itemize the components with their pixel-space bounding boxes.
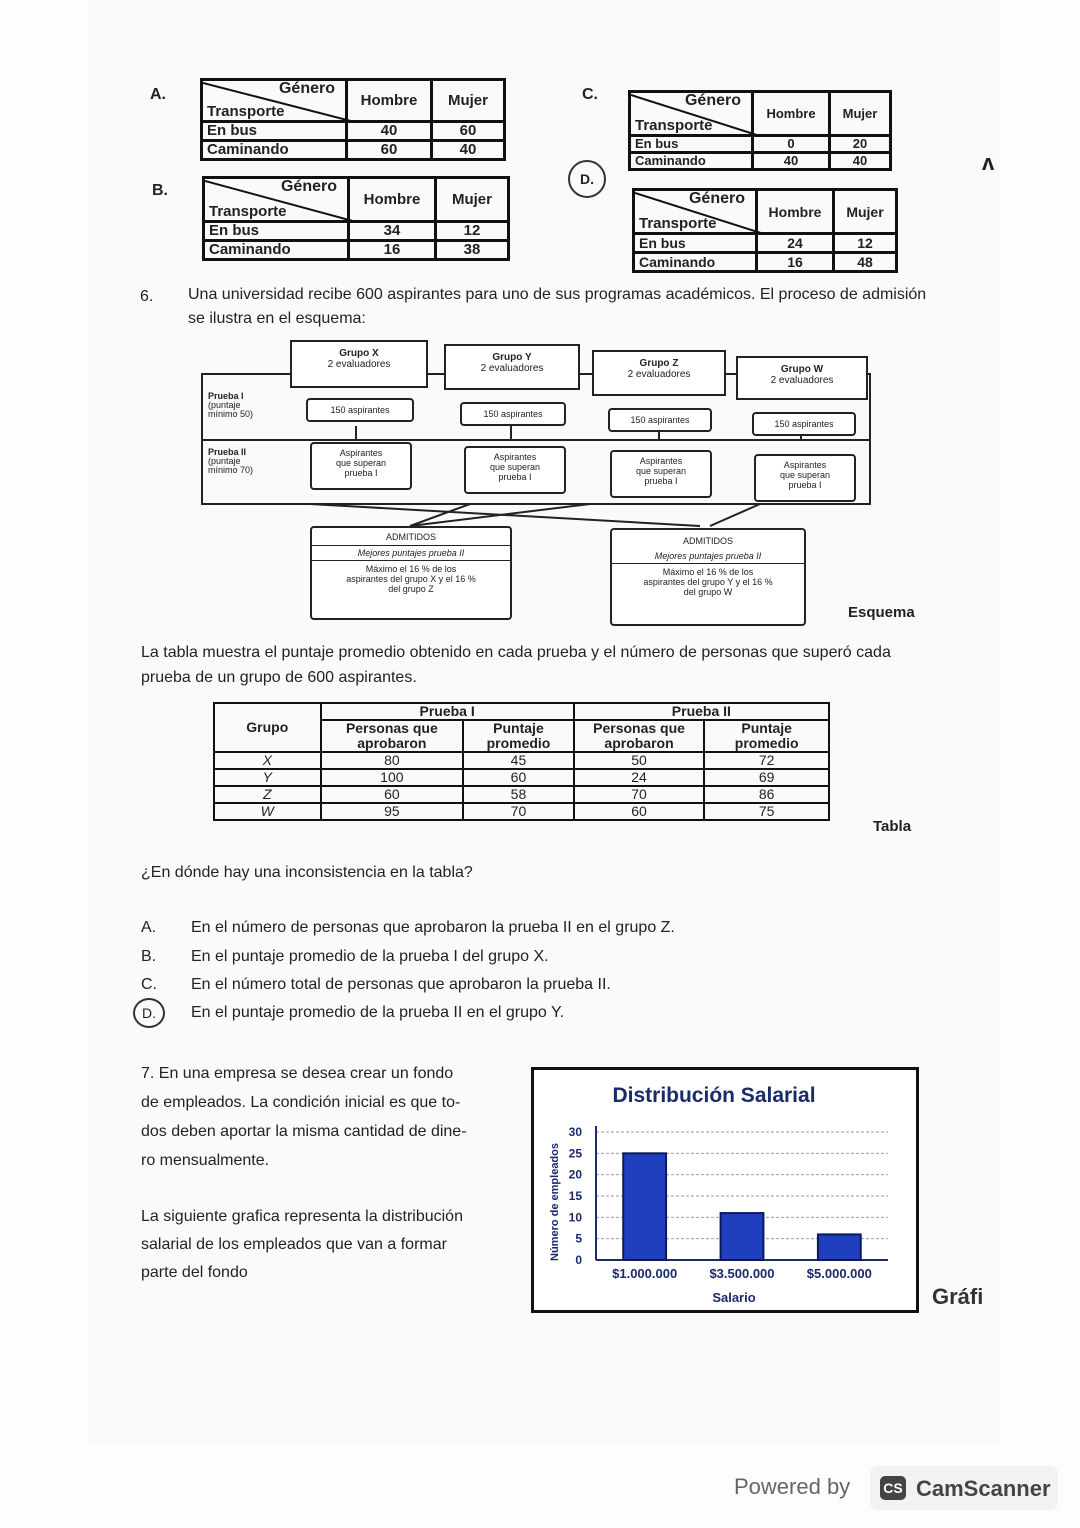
line: de empleados. La condición inicial es que to-	[141, 1094, 461, 1111]
cell: 70	[574, 786, 705, 803]
option-b-label: B.	[152, 182, 168, 199]
q6-intro: Una universidad recibe 600 aspirantes para uno de sus programas académicos. El proceso de admisión	[188, 286, 927, 303]
q6-intro-line2: se ilustra en el esquema:	[188, 310, 366, 327]
q6-number: 6.	[140, 288, 154, 305]
t: prueba I	[498, 472, 532, 482]
bar	[721, 1213, 764, 1260]
t: del grupo W	[683, 587, 733, 597]
hombre-header: Hombre	[753, 92, 830, 136]
group-evaluators: 2 evaluadores	[627, 369, 691, 380]
answer-a-text: En el número de personas que aprobaron la prueba II en el grupo Z.	[191, 919, 675, 936]
prueba-sub: (puntaje	[208, 456, 241, 466]
cell: 12	[834, 234, 897, 253]
hombre-header: Hombre	[347, 80, 432, 122]
admit-sub: Mejores puntajes prueba II	[612, 549, 804, 564]
group-x-box	[290, 340, 428, 388]
col-grupo: Grupo	[214, 703, 321, 752]
prueba2-label	[208, 448, 253, 475]
camscanner-logo-icon: CS	[880, 1476, 906, 1500]
option-a-table	[200, 78, 506, 161]
cell: 72	[704, 752, 829, 769]
chart-ylabel: Número de empleados	[549, 1143, 561, 1261]
row-label: Caminando	[630, 153, 753, 170]
cell: 0	[753, 136, 830, 153]
t: aspirantes del grupo Y y el 16 %	[643, 577, 773, 587]
cell: 50	[574, 752, 705, 769]
col-puntaje1	[463, 720, 574, 752]
answer-b-text: En el puntaje promedio de la prueba I del grupo X.	[191, 948, 549, 965]
table-row	[214, 803, 829, 820]
q6-question: ¿En dónde hay una inconsistencia en la tabla?	[141, 864, 473, 881]
aspirantes-y: 150 aspirantes	[460, 402, 566, 426]
x-tick-label: $3.500.000	[709, 1266, 775, 1281]
chart-xlabel: Salario	[712, 1290, 756, 1305]
camscanner-badge	[870, 1466, 1058, 1510]
superan-w	[754, 454, 856, 502]
option-c-table	[628, 90, 892, 171]
cell: 75	[704, 803, 829, 820]
answer-d-letter-circled: D.	[133, 998, 165, 1028]
mujer-header: Mujer	[432, 80, 505, 122]
bar	[623, 1153, 666, 1260]
genero-label: Género	[688, 190, 745, 207]
cell: 24	[574, 769, 705, 786]
prueba-sub: (puntaje	[208, 400, 241, 410]
admit-title: ADMITIDOS	[682, 536, 733, 546]
cell: 69	[704, 769, 829, 786]
chart-caption: Gráfi	[932, 1284, 984, 1309]
h: promedio	[486, 735, 551, 751]
t: prueba I	[788, 480, 822, 490]
genero-label: Género	[684, 92, 741, 109]
transporte-label: Transporte	[207, 103, 285, 120]
cell: W	[214, 803, 321, 820]
cell: 45	[463, 752, 574, 769]
genero-label: Género	[278, 80, 335, 97]
cell: 40	[753, 153, 830, 170]
aspirantes-x: 150 aspirantes	[306, 398, 414, 422]
row-label: En bus	[204, 222, 349, 241]
line: dos deben aportar la misma cantidad de dine-	[141, 1123, 467, 1140]
group-name: Grupo Z	[639, 358, 679, 369]
hombre-header: Hombre	[349, 178, 436, 222]
cell: 86	[704, 786, 829, 803]
t: aspirantes del grupo X y el 16 %	[346, 574, 476, 584]
group-evaluators: 2 evaluadores	[770, 375, 834, 386]
row-label: En bus	[634, 234, 757, 253]
salary-chart	[531, 1067, 919, 1313]
h: Puntaje	[741, 720, 792, 736]
chart-svg	[534, 1070, 916, 1310]
aspirantes-w: 150 aspirantes	[752, 412, 856, 436]
group-z-box	[592, 350, 726, 396]
bar	[818, 1234, 861, 1260]
table-intro: La tabla muestra el puntaje promedio obtenido en cada prueba y el número de personas que superó cada	[141, 644, 891, 661]
group-name: Grupo Y	[492, 352, 532, 363]
row-label: En bus	[202, 122, 347, 141]
q7-text-2	[141, 1203, 463, 1287]
line: salarial de los empleados que van a formar	[141, 1236, 447, 1253]
t: prueba I	[644, 476, 678, 486]
line: La siguiente grafica representa la distribución	[141, 1208, 463, 1225]
col-personas1	[321, 720, 464, 752]
t: del grupo Z	[388, 584, 434, 594]
row-label: Caminando	[634, 253, 757, 272]
cell: 12	[436, 222, 509, 241]
cell: 95	[321, 803, 464, 820]
margin-mark: ʌ	[982, 150, 995, 175]
transporte-label: Transporte	[639, 215, 717, 232]
transporte-label: Transporte	[209, 203, 287, 220]
cell: 24	[757, 234, 834, 253]
transporte-label: Transporte	[635, 117, 713, 134]
table-row	[214, 752, 829, 769]
option-b-table	[202, 176, 510, 261]
row-label: En bus	[630, 136, 753, 153]
aspirantes-z: 150 aspirantes	[608, 408, 712, 432]
results-table	[213, 702, 830, 821]
table-intro-line2: prueba de un grupo de 600 aspirantes.	[141, 669, 417, 686]
cell: 60	[321, 786, 464, 803]
cell: 60	[432, 122, 505, 141]
admit-sub: Mejores puntajes prueba II	[312, 545, 510, 561]
col-personas2	[574, 720, 705, 752]
cell: 20	[830, 136, 891, 153]
t: prueba I	[344, 468, 378, 478]
prueba-name: Prueba II	[208, 447, 247, 457]
genero-label: Género	[280, 178, 337, 195]
group-w-box	[736, 356, 868, 400]
y-tick-label: 5	[575, 1231, 582, 1246]
admitidos-left	[310, 526, 512, 620]
group-evaluators: 2 evaluadores	[327, 359, 391, 370]
cell: 16	[349, 241, 436, 260]
cell: 40	[432, 141, 505, 160]
cell: X	[214, 752, 321, 769]
chart-title: Distribución Salarial	[612, 1084, 816, 1107]
prueba-name: Prueba I	[208, 391, 244, 401]
mujer-header: Mujer	[436, 178, 509, 222]
t: Aspirantes	[639, 456, 683, 466]
superan-z	[610, 450, 712, 498]
option-d-table	[632, 188, 898, 273]
t: que superan	[335, 458, 387, 468]
superan-y	[464, 446, 566, 494]
cell: 38	[436, 241, 509, 260]
prueba1-label	[208, 392, 253, 419]
y-tick-label: 0	[575, 1253, 582, 1267]
group-name: Grupo W	[780, 364, 824, 375]
schema-caption: Esquema	[848, 604, 915, 621]
col-puntaje2	[704, 720, 829, 752]
option-c-label: C.	[582, 86, 598, 103]
y-tick-label: 25	[568, 1146, 582, 1161]
h: Puntaje	[493, 720, 544, 736]
line: ro mensualmente.	[141, 1152, 270, 1169]
answer-c-letter: C.	[141, 976, 157, 993]
y-tick-label: 15	[568, 1189, 582, 1203]
t: Aspirantes	[339, 448, 383, 458]
answer-a-letter: A.	[141, 919, 157, 936]
col-prueba1: Prueba I	[321, 703, 574, 720]
row-label: Caminando	[202, 141, 347, 160]
h: aprobaron	[357, 735, 427, 751]
cell: Y	[214, 769, 321, 786]
x-tick-label: $1.000.000	[612, 1266, 678, 1281]
cell: Z	[214, 786, 321, 803]
h: Personas que	[345, 720, 438, 736]
line: 7. En una empresa se desea crear un fondo	[141, 1065, 454, 1082]
cell: 16	[757, 253, 834, 272]
cell: 60	[574, 803, 705, 820]
cell: 58	[463, 786, 574, 803]
y-tick-label: 10	[568, 1210, 582, 1225]
cell: 80	[321, 752, 464, 769]
t: que superan	[779, 470, 831, 480]
option-d-label-circled: D.	[568, 160, 606, 198]
option-a-label: A.	[150, 86, 166, 103]
mujer-header: Mujer	[830, 92, 891, 136]
cell: 34	[349, 222, 436, 241]
t: Aspirantes	[493, 452, 537, 462]
h: promedio	[734, 735, 799, 751]
h: aprobaron	[604, 735, 674, 751]
hombre-header: Hombre	[757, 190, 834, 234]
group-evaluators: 2 evaluadores	[480, 363, 544, 374]
camscanner-brand: CamScanner	[916, 1476, 1051, 1501]
cell: 40	[347, 122, 432, 141]
answer-b-letter: B.	[141, 948, 157, 965]
y-tick-label: 20	[568, 1167, 582, 1182]
table-caption: Tabla	[873, 818, 912, 835]
cell: 60	[463, 769, 574, 786]
prueba-sub2: mínimo 70)	[208, 465, 254, 475]
group-y-box	[444, 344, 580, 390]
answer-c-text: En el número total de personas que aprobaron la prueba II.	[191, 976, 611, 993]
col-prueba2: Prueba II	[574, 703, 829, 720]
line: parte del fondo	[141, 1264, 248, 1281]
powered-by-text: Powered by	[734, 1474, 851, 1499]
h: Personas que	[593, 720, 685, 736]
superan-x	[310, 442, 412, 490]
admitidos-right	[610, 528, 806, 626]
cell: 70	[463, 803, 574, 820]
table-row	[214, 769, 829, 786]
cell: 40	[830, 153, 891, 170]
table-row	[214, 786, 829, 803]
row-label: Caminando	[204, 241, 349, 260]
admit-title: ADMITIDOS	[385, 532, 436, 542]
cell: 100	[321, 769, 464, 786]
x-tick-label: $5.000.000	[806, 1266, 872, 1281]
prueba-sub2: mínimo 50)	[208, 409, 254, 419]
y-tick-label: 30	[568, 1125, 582, 1139]
t: Máximo el 16 % de los	[662, 567, 754, 577]
q7-text	[141, 1059, 467, 1175]
t: que superan	[489, 462, 541, 472]
mujer-header: Mujer	[834, 190, 897, 234]
answer-d-text: En el puntaje promedio de la prueba II en el grupo Y.	[191, 1004, 565, 1021]
cell: 60	[347, 141, 432, 160]
t: que superan	[635, 466, 687, 476]
t: Aspirantes	[783, 460, 827, 470]
group-name: Grupo X	[339, 348, 379, 359]
cell: 48	[834, 253, 897, 272]
t: Máximo el 16 % de los	[365, 564, 457, 574]
